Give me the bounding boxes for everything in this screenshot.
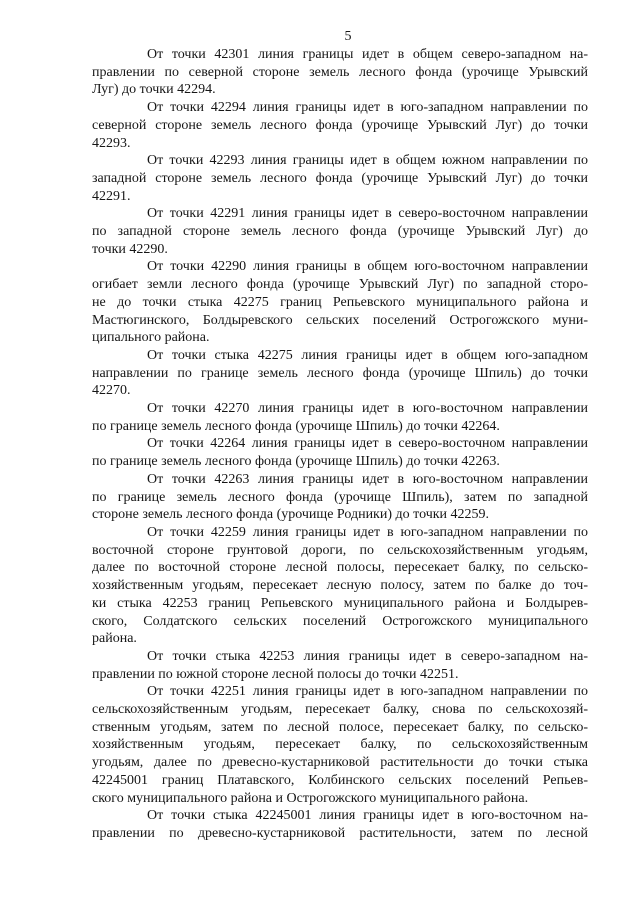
text-line: От точки 42301 линия границы идет в общем северо-западном на- xyxy=(147,47,588,62)
text-line: по западной стороне земель лесного фонда (урочище Урывский Луг) до xyxy=(92,224,588,240)
page-number: 5 xyxy=(344,29,352,44)
paragraph xyxy=(92,400,588,435)
text-line: хозяйственным угодьям, пересекает лесную полосу, затем по балке до точ- xyxy=(92,578,588,594)
text-line: угодьям, далее по древесно-кустарниковой растительности до точки стыка xyxy=(92,755,588,771)
text-line: точки 42290. xyxy=(92,241,168,257)
text-line: От точки 42294 линия границы идет в юго-западном направлении по xyxy=(147,100,588,116)
text-line: От точки 42270 линия границы идет в юго-восточном направлении xyxy=(147,401,588,417)
text-line: Мастюгинского, Болдыревского сельских поселений Острогожского муни- xyxy=(92,312,588,328)
text-line: правлении по южной стороне лесной полосы до точки 42251. xyxy=(92,666,459,682)
text-line: ки стыка 42253 границ Репьевского муниципального района и Болдырев- xyxy=(92,595,588,611)
paragraph xyxy=(92,347,588,400)
text-line: ципального района. xyxy=(92,330,210,346)
paragraph xyxy=(92,46,588,99)
text-line: ского, Солдатского сельских поселений Острогожского муниципального xyxy=(92,613,588,629)
text-line: стороне земель лесного фонда (урочище Родники) до точки 42259. xyxy=(92,507,490,523)
text-line: От точки стыка 42253 линия границы идет в северо-западном на- xyxy=(147,648,588,664)
paragraph xyxy=(92,99,588,152)
text-line: От точки 42290 линия границы в общем юго-восточном направлении xyxy=(147,259,588,275)
text-line: не до точки стыка 42275 границ Репьевского муниципального района и xyxy=(92,294,588,310)
text-line: 42293. xyxy=(92,135,131,151)
paragraph xyxy=(92,205,588,258)
paragraph xyxy=(92,524,588,648)
text-line: огибает земли лесного фонда (урочище Урывский Луг) по западной сторо- xyxy=(92,277,588,293)
text-line: восточной стороне грунтовой дороги, по сельскохозяйственным угодьям, xyxy=(92,542,588,558)
text-line: От точки 42293 линия границы идет в общем южном направлении по xyxy=(147,153,588,169)
text-line: по границе земель лесного фонда (урочище Шпиль) до точки 42263. xyxy=(92,454,500,470)
text-line: 42291. xyxy=(92,188,131,204)
paragraph xyxy=(92,648,588,683)
text-line: 42270. xyxy=(92,383,131,399)
document-body xyxy=(92,46,588,843)
text-line: сельскохозяйственным угодьям, пересекает балку, снова по сельскохозяй- xyxy=(92,702,588,718)
paragraph xyxy=(92,471,588,524)
text-line: хозяйственным угодьям, пересекает балку, по сельскохозяйственным xyxy=(92,737,588,753)
text-line: по границе земель лесного фонда (урочище Шпиль) до точки 42264. xyxy=(92,418,500,434)
text-line: района. xyxy=(92,631,137,647)
paragraph xyxy=(92,152,588,205)
paragraph xyxy=(92,807,588,842)
text-line: От точки 42291 линия границы идет в северо-восточном направлении xyxy=(147,206,588,222)
text-line: правлении по северной стороне земель лесного фонда (урочище Урывский xyxy=(92,64,588,80)
text-line: западной стороне земель лесного фонда (урочище Урывский Луг) до точки xyxy=(92,170,588,186)
text-line: От точки стыка 42245001 линия границы идет в юго-восточном на- xyxy=(147,808,588,824)
paragraph xyxy=(92,258,588,347)
text-line: От точки 42259 линия границы идет в юго-западном направлении по xyxy=(147,524,588,540)
paragraph xyxy=(92,435,588,470)
text-line: правлении по древесно-кустарниковой растительности, затем по лесной xyxy=(92,825,588,841)
text-line: ского муниципального района и Острогожского муниципального района. xyxy=(92,790,529,806)
text-line: От точки стыка 42275 линия границы идет в общем юго-западном xyxy=(147,347,588,363)
text-line: по границе земель лесного фонда (урочище Шпиль), затем по западной xyxy=(92,489,588,505)
text-line: От точки 42264 линия границы идет в северо-восточном направлении xyxy=(147,436,588,452)
text-line: От точки 42251 линия границы идет в юго-западном направлении по xyxy=(147,684,588,700)
text-line: далее по восточной стороне лесной полосы, пересекает балку, по сельско- xyxy=(92,560,588,576)
text-line: Луг) до точки 42294. xyxy=(92,82,216,98)
text-line: ственным угодьям, затем по лесной полосе, пересекает балку, по сельско- xyxy=(92,719,588,735)
text-line: 42245001 границ Платавского, Колбинского сельских поселений Репьев- xyxy=(92,772,588,788)
text-line: северной стороне земель лесного фонда (урочище Урывский Луг) до точки xyxy=(92,117,588,133)
text-line: От точки 42263 линия границы идет в юго-восточном направлении xyxy=(147,471,588,487)
text-line: направлении по границе земель лесного фонда (урочище Шпиль) до точки xyxy=(92,365,588,381)
paragraph xyxy=(92,683,588,807)
